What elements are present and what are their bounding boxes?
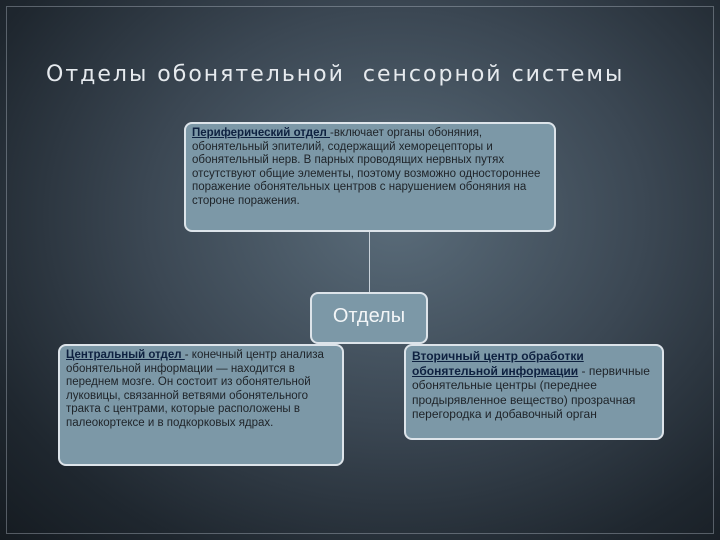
secondary-term: Вторичный центр обработки обонятельной информации [412, 349, 584, 378]
central-box [58, 344, 344, 466]
peripheral-box [184, 122, 556, 232]
secondary-text: - первичные обонятельные центры (переднее продырявленное вещество) прозрачная перегородка и добавочный орган [412, 363, 650, 421]
peripheral-term: Периферический отдел [192, 127, 330, 139]
connector-line [369, 232, 370, 292]
center-label: Отделы [332, 305, 406, 327]
center-box [310, 292, 428, 344]
central-text: - конечный центр анализа обонятельной информации — находится в переднем мозге. Он состоит из обонятельной луковицы, связанной ветвями обонятельного тракта с центрами, которые расположены в палеокортексе и в подкорковых ядрах. [66, 349, 324, 429]
slide-title: Отделы обонятельной сенсорной системы [46, 62, 625, 87]
central-term: Центральный отдел [66, 349, 185, 361]
secondary-box [404, 344, 664, 440]
peripheral-text: -включает органы обоняния, обонятельный эпителий, содержащий хеморецепторы и обонятельный нерв. В парных проводящих нервных путях отсутствуют общие элементы, поэтому возможно одностороннее поражение обонятельных центров с нарушением обоняния на стороне поражения. [192, 127, 541, 207]
